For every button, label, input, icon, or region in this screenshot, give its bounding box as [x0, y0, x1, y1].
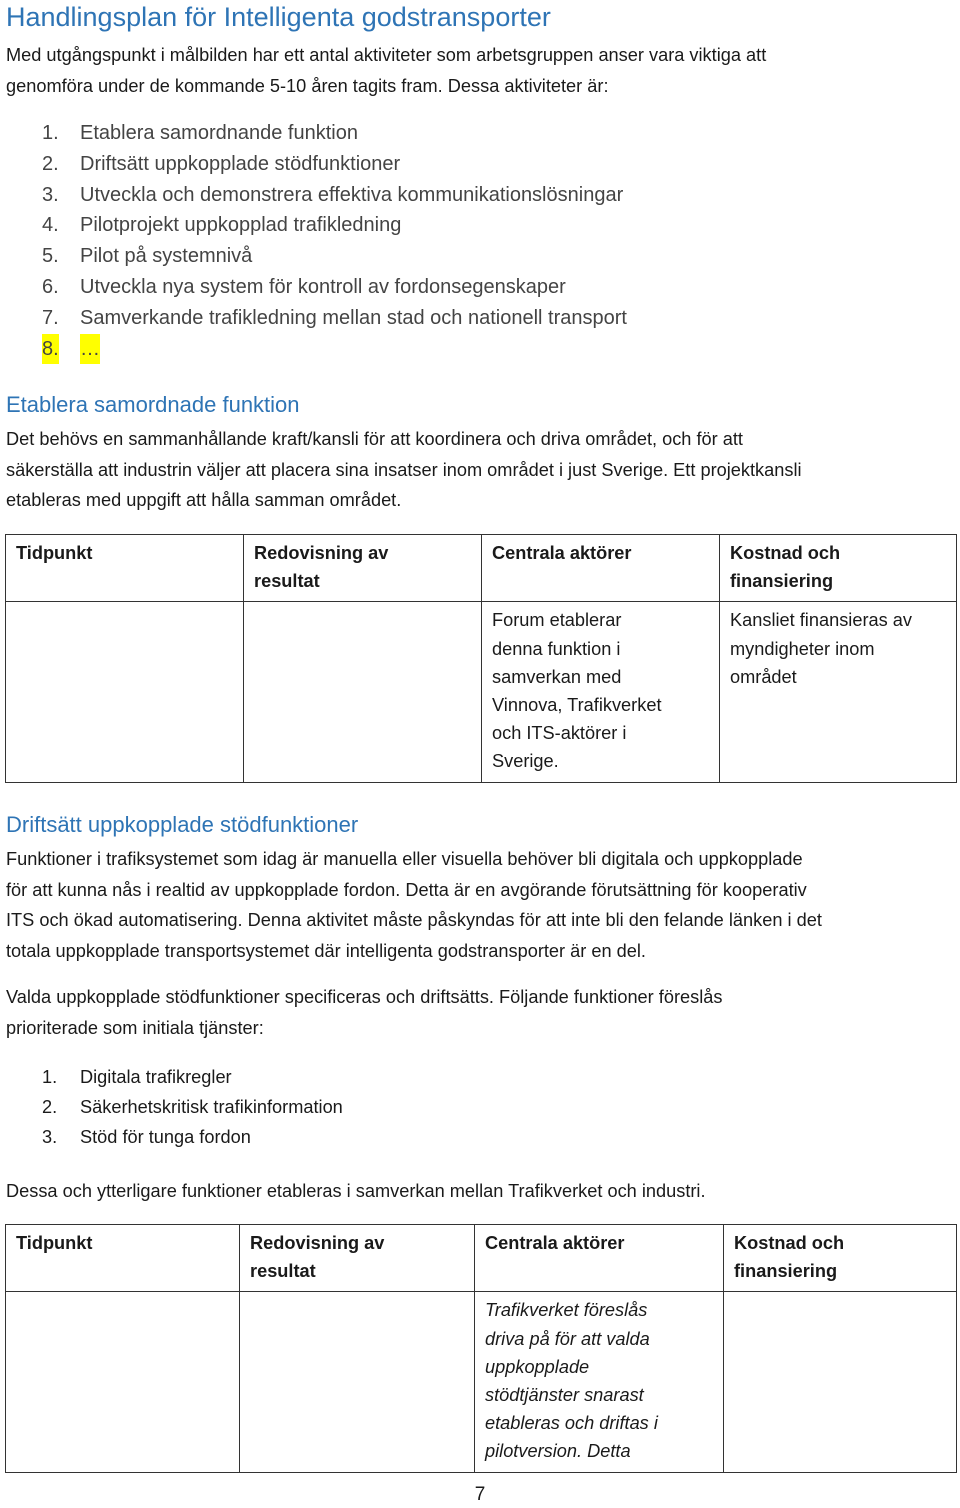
table-header-cell: Kostnad och finansiering	[724, 1225, 957, 1292]
section-paragraph	[6, 982, 722, 1043]
section-heading: Driftsätt uppkopplade stödfunktioner	[6, 812, 359, 837]
table-header-cell: Redovisning av resultat	[244, 535, 482, 602]
paragraph-line: totala uppkopplade transportsystemet där intelligenta godstransporter är en del.	[6, 940, 646, 961]
table-cell	[244, 602, 482, 782]
intro-line: Med utgångspunkt i målbilden har ett antal aktiviteter som arbetsgruppen anser vara viktiga att	[6, 45, 767, 65]
list-number: 3.	[42, 183, 59, 206]
table-header-cell: Tidpunkt	[6, 1225, 240, 1292]
table-cell	[6, 1292, 240, 1472]
table-header-row	[6, 1225, 957, 1292]
list-text: Digitala trafikregler	[80, 1067, 232, 1087]
list-number: 4.	[42, 214, 59, 237]
list-number: 2.	[42, 1097, 58, 1117]
section-paragraph: Dessa och ytterligare funktioner etableras i samverkan mellan Trafikverket och industri.	[6, 1181, 706, 1201]
list-number: 1.	[42, 1067, 58, 1087]
list-text: Etablera samordnande funktion	[80, 122, 358, 144]
paragraph-line: Valda uppkopplade stödfunktioner specificeras och driftsätts. Följande funktioner föreslås	[6, 987, 723, 1007]
section-heading: Etablera samordnade funktion	[6, 392, 300, 417]
paragraph-line: etableras med uppgift att hålla samman området.	[6, 490, 402, 510]
table-header-cell: Centrala aktörer	[482, 535, 720, 602]
list-number: 5.	[42, 245, 59, 268]
list-text: Driftsätt uppkopplade stödfunktioner	[80, 152, 401, 175]
list-text: Utveckla och demonstrera effektiva kommunikationslösningar	[80, 183, 624, 206]
list-text: Säkerhetskritisk trafikinformation	[80, 1097, 343, 1117]
paragraph-line: prioriterade som initiala tjänster:	[6, 1017, 264, 1038]
table-cell: Forum etablerar denna funktion i samverkan med Vinnova, Trafikverket och ITS-aktörer i Sverige.	[482, 602, 720, 782]
table-row	[6, 1292, 957, 1472]
list-text: Stöd för tunga fordon	[80, 1127, 251, 1147]
list-text: Pilot på systemnivå	[80, 245, 253, 268]
table-header-cell: Kostnad och finansiering	[720, 535, 957, 602]
intro-paragraph	[6, 40, 766, 101]
list-number: 8.	[42, 334, 59, 365]
table-header-cell: Redovisning av resultat	[240, 1225, 475, 1292]
intro-line: genomföra under de kommande 5-10 åren tagits fram. Dessa aktiviteter är:	[6, 75, 609, 96]
paragraph-line: Funktioner i trafiksystemet som idag är manuella eller visuella behöver bli digitala och uppkopplade	[6, 849, 803, 869]
list-number: 7.	[42, 306, 59, 329]
section-paragraph	[6, 424, 802, 516]
list-number: 1.	[42, 122, 59, 144]
list-number: 6.	[42, 275, 59, 298]
list-number: 3.	[42, 1127, 58, 1147]
list-text: Samverkande trafikledning mellan stad och nationell transport	[80, 306, 627, 329]
table-header-cell: Centrala aktörer	[475, 1225, 724, 1292]
table-cell	[724, 1292, 957, 1472]
table-cell: Kansliet finansieras av myndigheter inom området	[720, 602, 957, 782]
paragraph-line: ITS och ökad automatisering. Denna aktivitet måste påskyndas för att inte bli den felande länken i det	[6, 910, 822, 930]
action-table	[5, 1224, 957, 1473]
table-header-cell: Tidpunkt	[6, 535, 244, 602]
section-paragraph	[6, 844, 822, 966]
action-table	[5, 534, 957, 783]
paragraph-line: Det behövs en sammanhållande kraft/kansli för att koordinera och driva området, och för att	[6, 429, 743, 449]
page-title: Handlingsplan för Intelligenta godstransporter	[6, 2, 551, 32]
table-cell	[6, 602, 244, 782]
paragraph-line: säkerställa att industrin väljer att placera sina insatser inom området i just Sverige. Ett projektkansli	[6, 459, 802, 480]
page-number: 7	[474, 1484, 486, 1505]
list-text: Pilotprojekt uppkopplad trafikledning	[80, 214, 402, 237]
table-cell	[240, 1292, 475, 1472]
list-text: …	[80, 334, 100, 365]
table-cell: Trafikverket föreslås driva på för att valda uppkopplade stödtjänster snarast etableras och driftas i pilotversion. Detta	[475, 1292, 724, 1472]
table-row	[6, 602, 957, 782]
paragraph-line: för att kunna nås i realtid av uppkopplade fordon. Detta är en avgörande förutsättning för kooperativ	[6, 879, 807, 900]
list-text: Utveckla nya system för kontroll av fordonsegenskaper	[80, 275, 566, 298]
list-number: 2.	[42, 152, 59, 175]
table-header-row	[6, 535, 957, 602]
